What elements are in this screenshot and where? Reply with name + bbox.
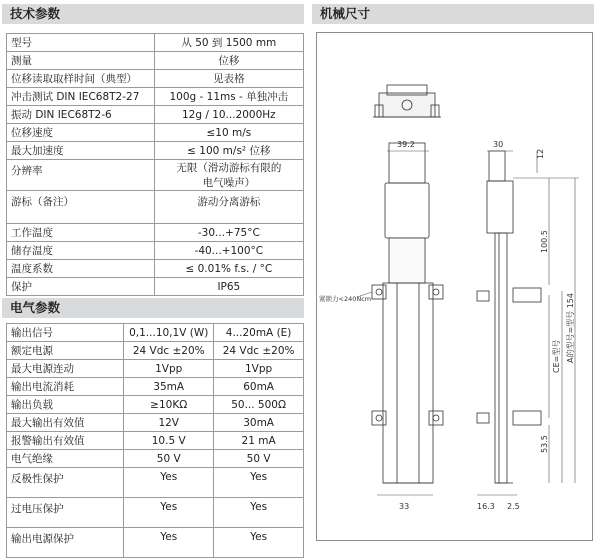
mechanical-drawing-frame	[316, 32, 593, 541]
tech-row-value: -30...+75°C	[154, 224, 303, 242]
tech-row-value: IP65	[154, 278, 303, 296]
dim-a: A的型号=型号 154	[566, 293, 575, 363]
mech-section-title: 机械尺寸	[312, 4, 594, 24]
elec-row	[7, 342, 304, 360]
tech-row-label: 位移读取取样时间（典型）	[7, 70, 155, 88]
tech-row-label: 型号	[7, 34, 155, 52]
elec-row-value: 35mA	[124, 378, 214, 396]
elec-row-value: 10.5 V	[124, 432, 214, 450]
elec-row-label: 额定电源	[7, 342, 124, 360]
tech-row-label: 最大加速度	[7, 142, 155, 160]
elec-row-label: 电气绝缘	[7, 450, 124, 468]
top-view	[373, 85, 441, 117]
tech-row-label: 保护	[7, 278, 155, 296]
tech-row-label: 游标（备注）	[7, 191, 155, 224]
elec-row	[7, 498, 304, 528]
tech-section-title: 技术参数	[2, 4, 304, 24]
tech-row	[7, 278, 304, 296]
elec-row-value: ≥10KΩ	[124, 396, 214, 414]
elec-row-value: 24 Vdc ±20%	[124, 342, 214, 360]
elec-row-value: Yes	[124, 528, 214, 558]
elec-row-label: 报警输出有效值	[7, 432, 124, 450]
dim-bottom-left: 33	[399, 502, 410, 511]
tech-row-value-line2: 电气噪声）	[202, 177, 256, 189]
elec-row-value: Yes	[214, 528, 304, 558]
dim-53: 53.5	[540, 435, 549, 453]
front-view	[372, 143, 443, 483]
elec-row-value: Yes	[214, 498, 304, 528]
elec-row	[7, 468, 304, 498]
tech-row-value: -40...+100°C	[154, 242, 303, 260]
elec-row-value: 21 mA	[214, 432, 304, 450]
elec-row-value: 1Vpp	[214, 360, 304, 378]
side-view	[477, 151, 541, 483]
tech-row-value: 见表格	[154, 70, 303, 88]
tech-row-value	[154, 160, 303, 191]
elec-row	[7, 324, 304, 342]
tech-row	[7, 260, 304, 278]
tech-row-value: 12g / 10...2000Hz	[154, 106, 303, 124]
tech-row-value-line1: 无限（滑动游标有限的	[176, 162, 282, 174]
dim-12: 12	[536, 148, 545, 159]
elec-row-value: 4...20mA (E)	[214, 324, 304, 342]
tech-row-value: 游动分离游标	[154, 191, 303, 224]
elec-row-value: Yes	[124, 468, 214, 498]
elec-row-label: 输出电源保护	[7, 528, 124, 558]
tech-row-label: 储存温度	[7, 242, 155, 260]
tech-row-label: 位移速度	[7, 124, 155, 142]
elec-row-label: 输出电流消耗	[7, 378, 124, 396]
tech-row-label: 冲击测试 DIN IEC68T2-27	[7, 88, 155, 106]
elec-row	[7, 450, 304, 468]
dim-100: 100.5	[540, 230, 549, 253]
tech-row	[7, 88, 304, 106]
tech-row-value: 100g - 11ms - 单独冲击	[154, 88, 303, 106]
tech-row	[7, 142, 304, 160]
tech-row-value: ≤10 m/s	[154, 124, 303, 142]
tech-table	[6, 33, 304, 296]
elec-row	[7, 360, 304, 378]
elec-row	[7, 432, 304, 450]
dim-ce: CE=型号	[552, 339, 561, 373]
tech-row-value: ≤ 0.01% f.s. / °C	[154, 260, 303, 278]
dim-width-side: 30	[493, 140, 504, 149]
elec-row-value: 1Vpp	[124, 360, 214, 378]
tech-row-label: 分辨率	[7, 160, 155, 191]
elec-row	[7, 528, 304, 558]
tech-row-value: ≤ 100 m/s² 位移	[154, 142, 303, 160]
tech-row-value: 从 50 到 1500 mm	[154, 34, 303, 52]
mechanical-drawing	[317, 33, 594, 542]
elec-row-value: 50 V	[124, 450, 214, 468]
tech-row	[7, 52, 304, 70]
dim-bottom-right: 2.5	[507, 502, 520, 511]
tech-row	[7, 70, 304, 88]
tech-row	[7, 224, 304, 242]
torque-note: 紧锁力<240Ncm	[319, 295, 372, 303]
elec-table	[6, 323, 304, 558]
elec-row-label: 最大电源连动	[7, 360, 124, 378]
tech-row-value: 位移	[154, 52, 303, 70]
elec-row-value: 30mA	[214, 414, 304, 432]
elec-row	[7, 414, 304, 432]
tech-row	[7, 106, 304, 124]
elec-row-value: 60mA	[214, 378, 304, 396]
elec-row	[7, 378, 304, 396]
elec-row-label: 输出信号	[7, 324, 124, 342]
tech-row-label: 测量	[7, 52, 155, 70]
elec-row-label: 反极性保护	[7, 468, 124, 498]
tech-row	[7, 124, 304, 142]
tech-row-label: 工作温度	[7, 224, 155, 242]
dim-width-top: 39.2	[397, 140, 415, 149]
tech-row-label: 振动 DIN IEC68T2-6	[7, 106, 155, 124]
elec-row-value: 24 Vdc ±20%	[214, 342, 304, 360]
tech-row-label: 温度系数	[7, 260, 155, 278]
elec-row-value: 50 V	[214, 450, 304, 468]
tech-row	[7, 160, 304, 191]
elec-row-label: 过电压保护	[7, 498, 124, 528]
tech-row	[7, 191, 304, 224]
elec-row	[7, 396, 304, 414]
elec-row-label: 输出负载	[7, 396, 124, 414]
tech-row	[7, 34, 304, 52]
elec-row-value: 12V	[124, 414, 214, 432]
elec-section-title: 电气参数	[2, 298, 304, 318]
tech-row	[7, 242, 304, 260]
elec-row-label: 最大输出有效值	[7, 414, 124, 432]
elec-row-value: 0,1...10,1V (W)	[124, 324, 214, 342]
elec-row-value: Yes	[124, 498, 214, 528]
elec-row-value: Yes	[214, 468, 304, 498]
elec-row-value: 50... 500Ω	[214, 396, 304, 414]
dim-bottom-mid: 16.3	[477, 502, 495, 511]
